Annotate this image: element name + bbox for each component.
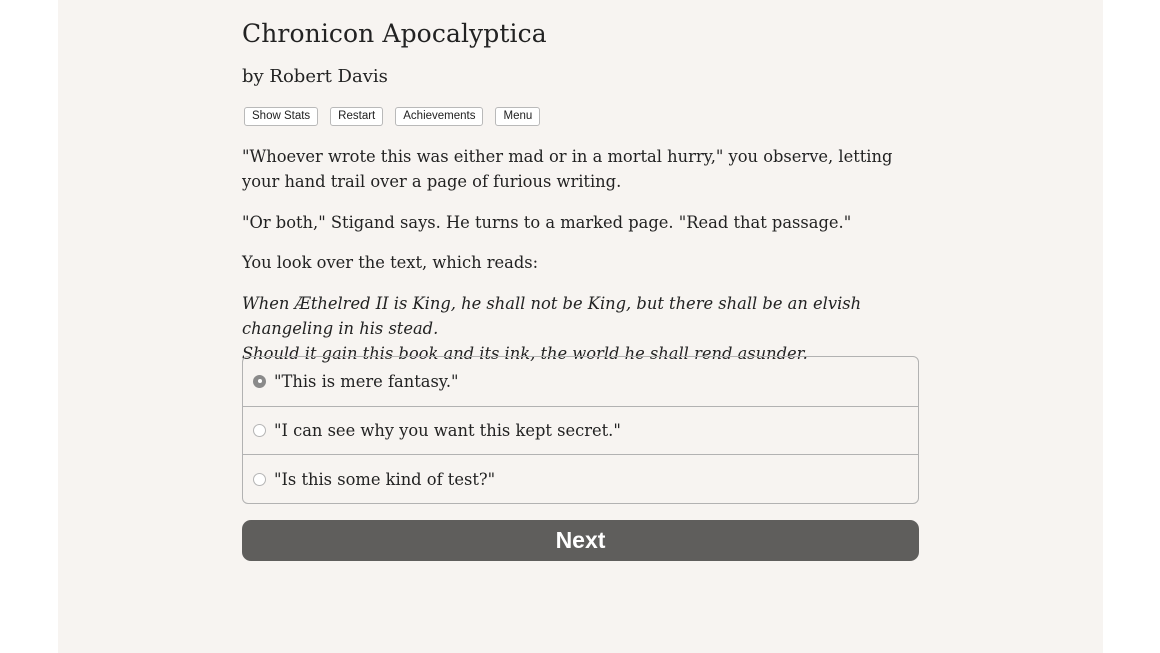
story-paragraph: "Or both," Stigand says. He turns to a marked page. "Read that passage.": [242, 212, 852, 232]
choice-option[interactable]: [243, 454, 918, 503]
story-text: [242, 144, 919, 381]
story-quote-line: Should it gain this book and its ink, the world he shall rend asunder.: [242, 343, 808, 363]
radio-button[interactable]: [253, 375, 266, 388]
menu-button[interactable]: Menu: [495, 107, 540, 126]
achievements-button[interactable]: Achievements: [395, 107, 483, 126]
choice-option[interactable]: [243, 357, 918, 406]
story-paragraph: You look over the text, which reads:: [242, 253, 539, 272]
game-title: Chronicon Apocalyptica: [242, 19, 547, 48]
radio-button[interactable]: [253, 424, 266, 437]
choice-list: [242, 356, 919, 504]
toolbar: [244, 107, 540, 126]
game-author: by Robert Davis: [242, 66, 388, 87]
next-button[interactable]: Next: [242, 520, 919, 561]
choice-label: "This is mere fantasy.": [274, 371, 459, 391]
story-quote: [242, 291, 919, 366]
show-stats-button[interactable]: Show Stats: [244, 107, 318, 126]
choice-label: "I can see why you want this kept secret.": [274, 420, 621, 440]
story-paragraph: "Whoever wrote this was either mad or in a mortal hurry," you observe, letting your hand trail over a page of furious writing.: [242, 147, 893, 191]
restart-button[interactable]: Restart: [330, 107, 383, 126]
page-panel: [58, 0, 1103, 653]
choice-option[interactable]: [243, 406, 918, 455]
radio-button[interactable]: [253, 473, 266, 486]
story-quote-line: When Æthelred II is King, he shall not be King, but there shall be an elvish changeling in his stead.: [242, 293, 862, 338]
choice-label: "Is this some kind of test?": [274, 469, 496, 489]
